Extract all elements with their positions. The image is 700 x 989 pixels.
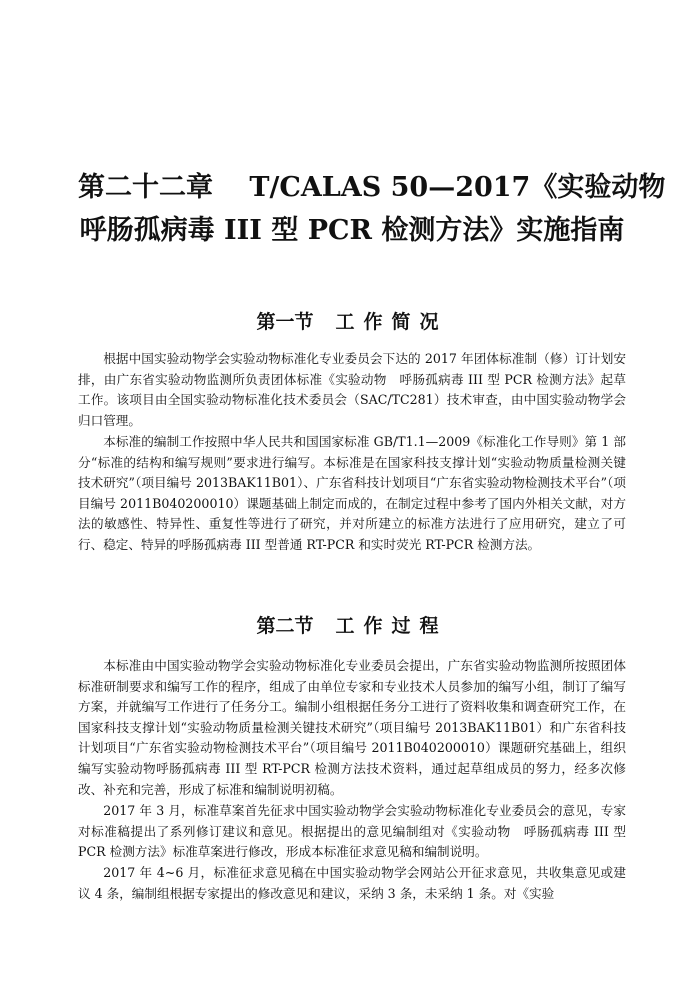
section-2-paragraph-2: 2017 年 3 月，标准草案首先征求中国实验动物学会实验动物标准化专业委员会的意见，专家对标准稿提出了系列修订建议和意见。根据提出的意见编制组对《实验动物 呼肠孤病毒 III 型 PCR 检测方法》标准草案进行修改，形成本标准征求意见稿和编制说明。 xyxy=(78,803,626,860)
section-1-paragraph-1: 根据中国实验动物学会实验动物标准化专业委员会下达的 2017 年团体标准制（修）订计划安排，由广东省实验动物监测所负责团体标准《实验动物 呼肠孤病毒 III 型 PCR 检测方法》起草工作。该项目由全国实验动物标准化技术委员会（SAC/TC281）技术审查，由中国实验动物学会归口管理。 xyxy=(78,351,626,428)
chapter-title-line-1: 第二十二章 T/CALAS 50—2017《实验动物 xyxy=(78,172,666,203)
chapter-title xyxy=(78,166,666,252)
section-2-paragraph-3: 2017 年 4~6 月，标准征求意见稿在中国实验动物学会网站公开征求意见，共收集意见或建议 4 条，编制组根据专家提出的修改意见和建议，采纳 3 条，未采纳 1 条。对《实验 xyxy=(78,865,626,901)
section-2-number: 第二节 xyxy=(256,615,314,637)
section-2-heading: 工作过程 xyxy=(335,615,448,637)
section-2-title xyxy=(78,612,626,640)
chapter-title-line-2: 呼肠孤病毒 III 型 PCR 检测方法》实施指南 xyxy=(79,215,625,246)
section-1-title xyxy=(78,308,626,336)
section-1-heading: 工作简况 xyxy=(335,311,448,333)
section-2-paragraph-1: 本标准由中国实验动物学会实验动物标准化专业委员会提出，广东省实验动物监测所按照团体标准研制要求和编写工作的程序，组成了由单位专家和专业技术人员参加的编写小组，制订了编写方案，并就编写工作进行了任务分工。编制小组根据任务分工进行了资料收集和调查研究工作，在国家科技支撑计划“实验动物质量检测关键技术研究”（项目编号 2013BAK11B01）和广东省科技计划项目“广东省实验动物检测技术平台”（项目编号 2011B040200010）课题研究基础上，组织编写实验动物呼肠孤病毒 III 型 RT-PCR 检测方法技术资料，通过起草组成员的努力，经多次修改、补充和完善，形成了标准和编制说明初稿。 xyxy=(78,658,626,797)
section-1-number: 第一节 xyxy=(256,311,314,333)
section-1-paragraph-2: 本标准的编制工作按照中华人民共和国国家标准 GB/T1.1—2009《标准化工作导则》第 1 部分“标准的结构和编写规则”要求进行编写。本标准是在国家科技支撑计划“实验动物质量检测关键技术研究”（项目编号 2013BAK11B01）、广东省科技计划项目“广东省实验动物检测技术平台”（项目编号 2011B040200010）课题基础上制定而成的，在制定过程中参考了国内外相关文献，对方法的敏感性、特异性、重复性等进行了研究，并对所建立的标准方法进行了应用研究，建立了可行、稳定、特异的呼肠孤病毒 III 型普通 RT-PCR 和实时荧光 RT-PCR 检测方法。 xyxy=(78,434,626,552)
